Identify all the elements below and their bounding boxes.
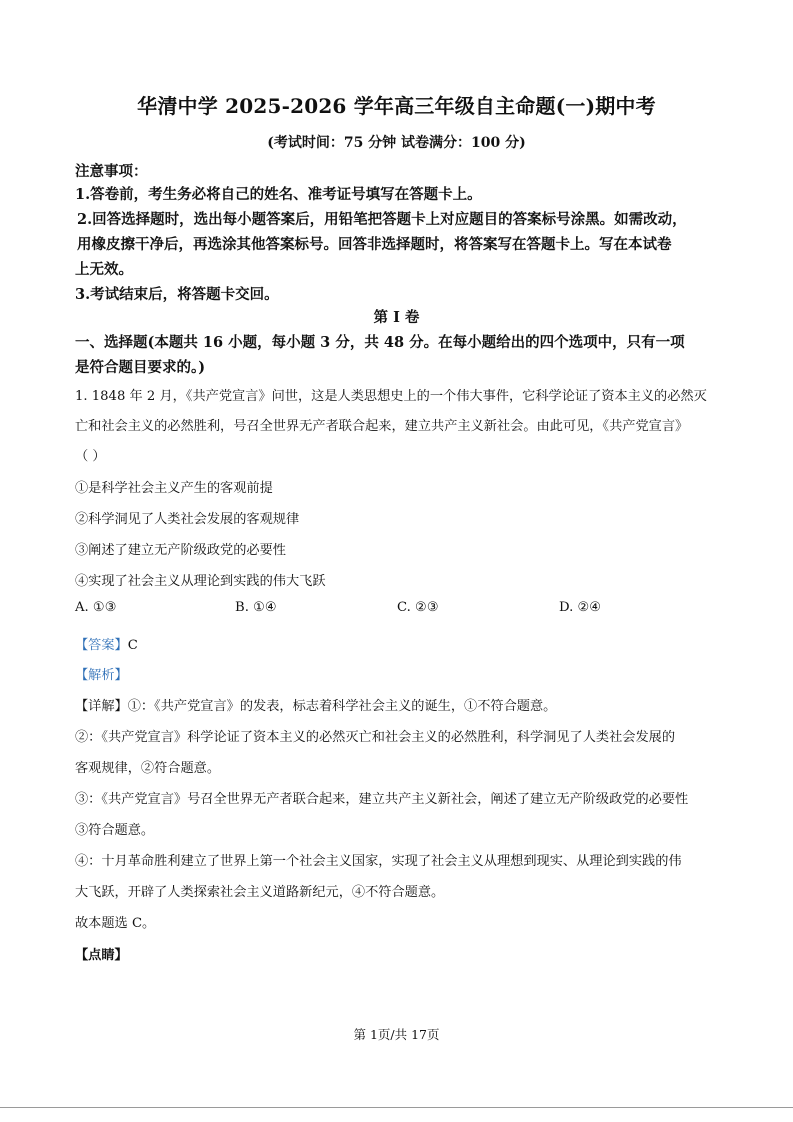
note-item: 1.答卷前，考生务必将自己的姓名、准考证号填写在答题卡上。 bbox=[75, 186, 482, 203]
notes-heading: 注意事项： bbox=[75, 163, 148, 180]
exam-title: 华清中学 2025-2026 学年高三年级自主命题(一)期中考 bbox=[137, 94, 656, 118]
statement-item: ②科学洞见了人类社会发展的客观规律 bbox=[75, 512, 300, 527]
section-instruction: 是符合题目要求的。) bbox=[75, 359, 206, 376]
option-c: C. ②③ bbox=[397, 600, 439, 615]
detail-line: 客观规律，②符合题意。 bbox=[75, 761, 221, 776]
detail-line: ③符合题意。 bbox=[75, 823, 155, 838]
answer-line bbox=[75, 634, 138, 653]
question-stem: 1. 1848 年 2 月，《共产党宣言》问世，这是人类思想史上的一个伟大事件，它科学论证了资本主义的必然灭 bbox=[75, 389, 707, 404]
detail-line: 大飞跃，开辟了人类探索社会主义道路新纪元，④不符合题意。 bbox=[75, 885, 445, 900]
question-stem: 亡和社会主义的必然胜利，号召全世界无产者联合起来，建立共产主义新社会。由此可见，《共产党宣言》 bbox=[75, 419, 689, 434]
option-a: A. ①③ bbox=[75, 600, 117, 615]
detail-line: ③：《共产党宣言》号召全世界无产者联合起来，建立共产主义新社会，阐述了建立无产阶级政党的必要性 bbox=[75, 792, 689, 807]
statement-item: ④实现了社会主义从理论到实践的伟大飞跃 bbox=[75, 574, 326, 589]
detail-line: ②：《共产党宣言》科学论证了资本主义的必然灭亡和社会主义的必然胜利，科学洞见了人类社会发展的 bbox=[75, 730, 676, 745]
page-number: 第 1页/共 17页 bbox=[353, 1027, 440, 1042]
detail-line: ④：十月革命胜利建立了世界上第一个社会主义国家，实现了社会主义从理想到现实、从理论到实践的伟 bbox=[75, 854, 682, 869]
detail-line: 【详解】①：《共产党宣言》的发表，标志着科学社会主义的诞生，①不符合题意。 bbox=[75, 699, 557, 714]
answer-blank: （ ） bbox=[75, 449, 106, 464]
option-d: D. ②④ bbox=[559, 600, 602, 615]
detail-line: 故本题选 C。 bbox=[75, 916, 156, 931]
answer-label: 【答案】 bbox=[75, 638, 128, 653]
note-item: 上无效。 bbox=[75, 261, 133, 278]
bottom-divider bbox=[0, 1107, 793, 1108]
note-item: 3.考试结束后，将答题卡交回。 bbox=[75, 286, 279, 303]
answer-value: C bbox=[127, 638, 138, 653]
volume-heading: 第 I 卷 bbox=[373, 309, 420, 326]
comment-label: 【点睛】 bbox=[75, 948, 128, 963]
statement-item: ③阐述了建立无产阶级政党的必要性 bbox=[75, 543, 286, 558]
statement-item: ①是科学社会主义产生的客观前提 bbox=[75, 481, 273, 496]
note-item: 用橡皮擦干净后，再选涂其他答案标号。回答非选择题时，将答案写在答题卡上。写在本试卷 bbox=[77, 236, 672, 253]
analysis-label: 【解析】 bbox=[75, 668, 128, 683]
section-instruction: 一、选择题(本题共 16 小题，每小题 3 分，共 48 分。在每小题给出的四个选项中，只有一项 bbox=[75, 334, 685, 351]
exam-subtitle: (考试时间：75 分钟 试卷满分：100 分) bbox=[267, 135, 526, 151]
option-b: B. ①④ bbox=[235, 600, 277, 615]
note-item: 2.回答选择题时，选出每小题答案后，用铅笔把答题卡上对应题目的答案标号涂黑。如需改动， bbox=[77, 211, 687, 228]
